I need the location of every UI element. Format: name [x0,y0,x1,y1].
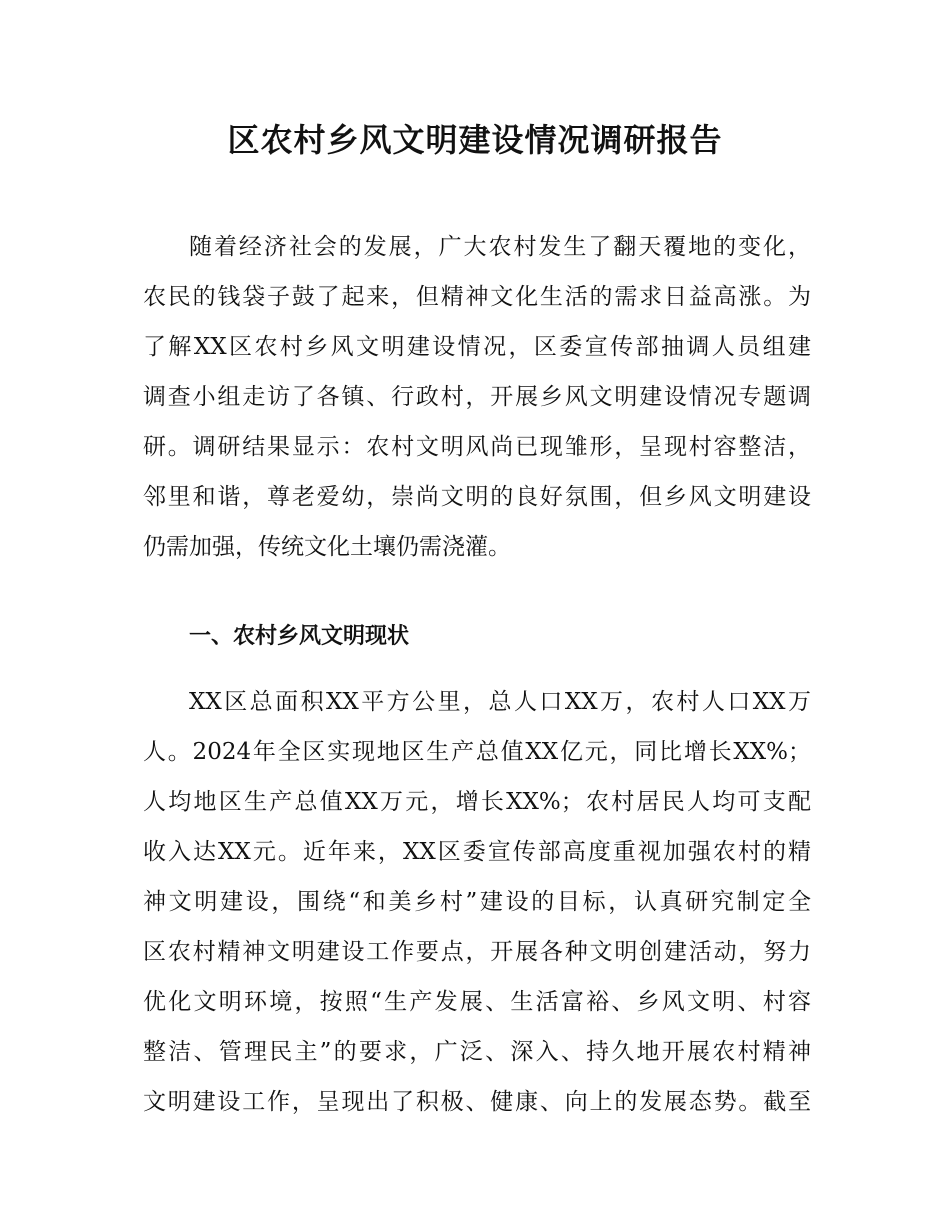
section-heading: 一、农村乡风文明现状 [189,624,410,649]
document-title: 区农村乡风文明建设情况调研报告 [227,121,723,159]
intro-line: 了解XX区农村乡风文明建设情况，区委宣传部抽调人员组建 [143,334,811,360]
section-line: 人。2024年全区实现地区生产总值XX亿元，同比增长XX%； [143,739,811,765]
section-line: 整洁、管理民主”的要求，广泛、深入、持久地开展农村精神 [143,1039,811,1065]
section-line: 收入达XX元。近年来，XX区委宣传部高度重视加强农村的精 [143,839,811,865]
intro-line: 研。调研结果显示：农村文明风尚已现雏形，呈现村容整洁， [143,434,811,460]
intro-line: 调查小组走访了各镇、行政村，开展乡风文明建设情况专题调 [143,384,811,410]
intro-line: 邻里和谐，尊老爱幼，崇尚文明的良好氛围，但乡风文明建设 [143,484,811,510]
intro-line: 仍需加强，传统文化土壤仍需浇灌。 [143,534,511,560]
intro-line: 农民的钱袋子鼓了起来，但精神文化生活的需求日益高涨。为 [143,284,811,310]
section-line: XX区总面积XX平方公里，总人口XX万，农村人口XX万 [189,689,811,715]
section-line: 神文明建设，围绕“和美乡村”建设的目标，认真研究制定全 [143,889,811,915]
section-line: 人均地区生产总值XX万元，增长XX%；农村居民人均可支配 [143,789,811,815]
section-line: 文明建设工作，呈现出了积极、健康、向上的发展态势。截至 [143,1089,811,1115]
section-line: 优化文明环境，按照“生产发展、生活富裕、乡风文明、村容 [143,989,811,1015]
section-line: 区农村精神文明建设工作要点，开展各种文明创建活动，努力 [143,939,811,965]
intro-line: 随着经济社会的发展，广大农村发生了翻天覆地的变化， [189,234,811,260]
